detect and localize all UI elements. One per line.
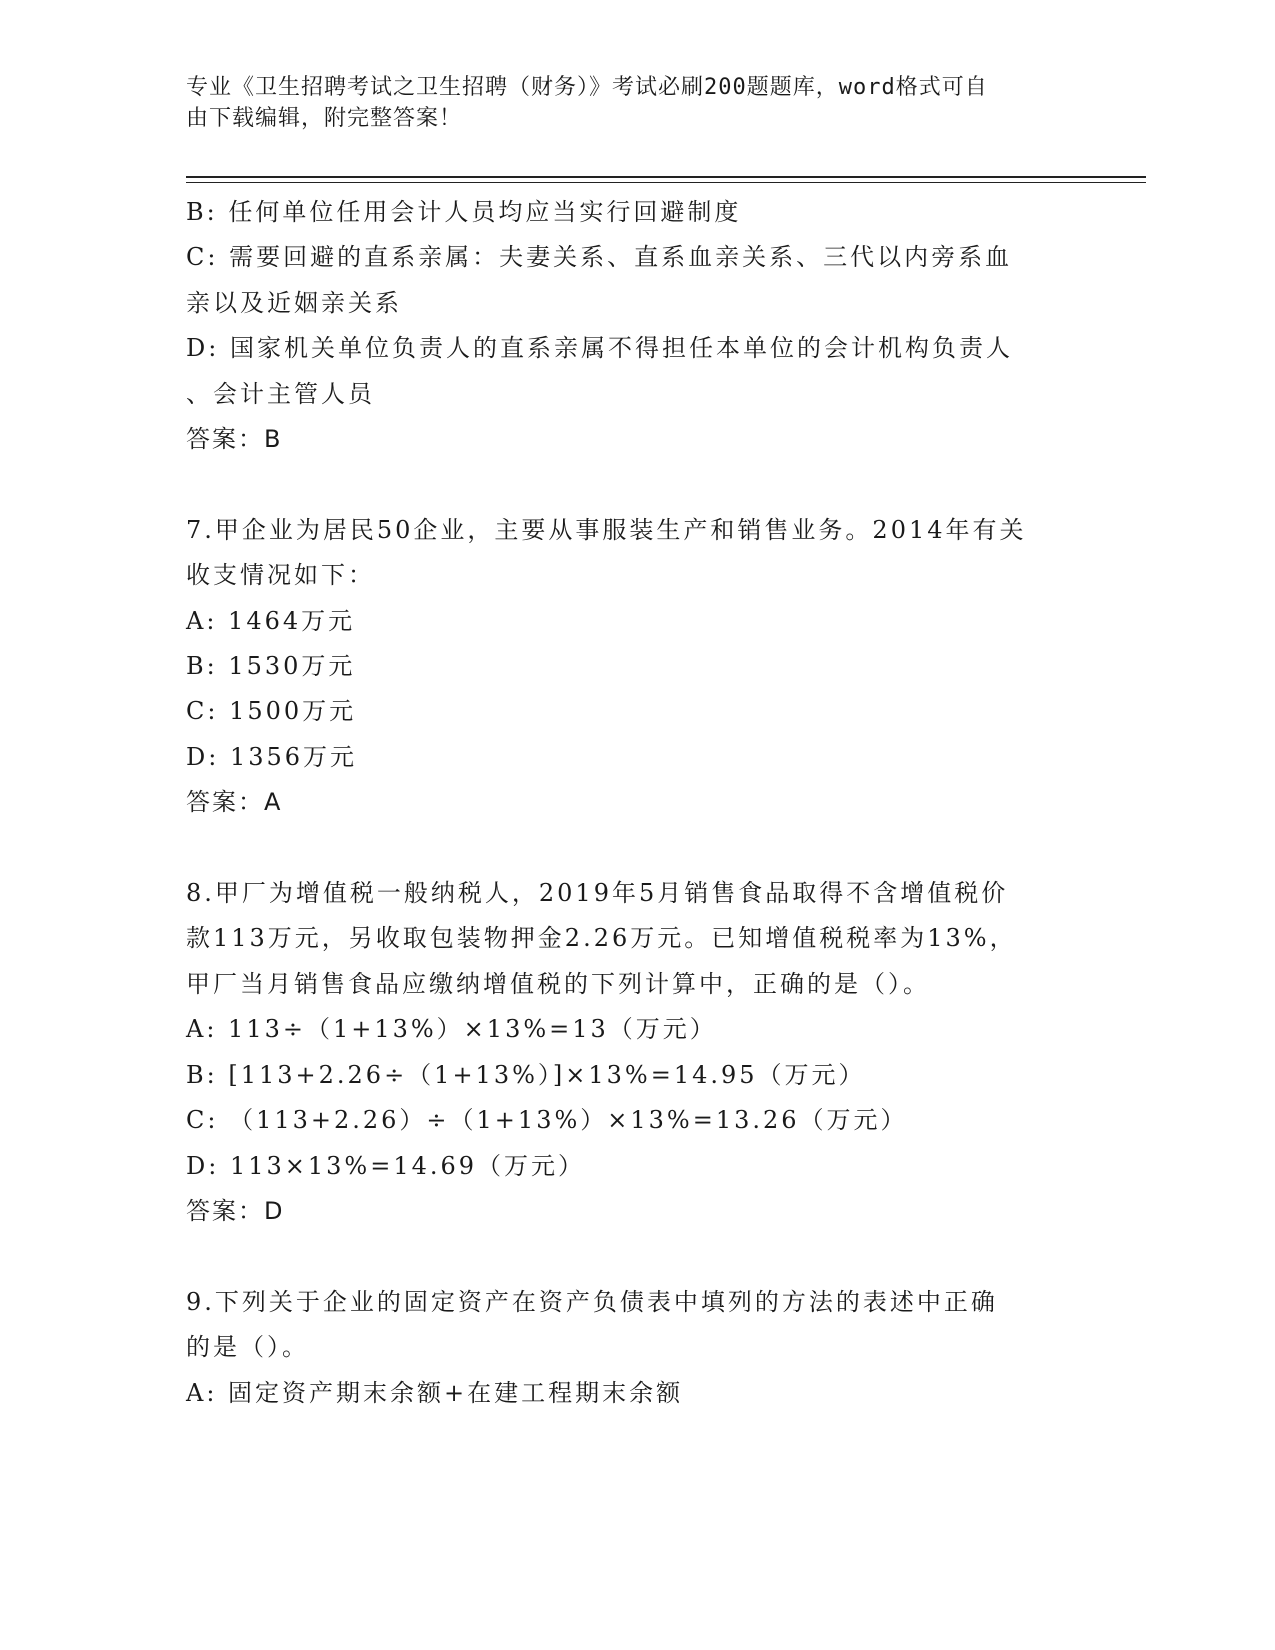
option-c: C: 1500万元 bbox=[186, 697, 357, 726]
option-c-continued: 亲以及近姻亲关系 bbox=[186, 288, 402, 317]
question-8 bbox=[186, 871, 1066, 1234]
question-stem: 8.甲厂为增值税一般纳税人，2019年5月销售食品取得不含增值税价 bbox=[186, 879, 1009, 908]
header-line: 专业《卫生招聘考试之卫生招聘（财务）》考试必刷200题题库，word格式可自 bbox=[186, 75, 988, 100]
option-a: A: 1464万元 bbox=[186, 606, 356, 635]
document-header bbox=[186, 72, 1066, 134]
question-stem: 甲厂当月销售食品应缴纳增值税的下列计算中，正确的是（）。 bbox=[186, 969, 930, 998]
question-9 bbox=[186, 1280, 1066, 1416]
option-a: A: 113÷（1+13%）×13%=13（万元） bbox=[186, 1015, 717, 1044]
header-divider-thick bbox=[186, 176, 1146, 178]
answer: 答案：B bbox=[186, 425, 283, 454]
option-b: B: [113+2.26÷（1+13%）]×13%=14.95（万元） bbox=[186, 1060, 866, 1089]
header-line: 由下载编辑，附完整答案！ bbox=[186, 106, 463, 131]
spacer bbox=[186, 826, 1066, 871]
question-list bbox=[186, 190, 1066, 1416]
question-7 bbox=[186, 508, 1066, 826]
option-c: C: 需要回避的直系亲属：夫妻关系、直系血亲关系、三代以内旁系血 bbox=[186, 243, 1013, 272]
option-b: B: 1530万元 bbox=[186, 652, 356, 681]
question-6-continued bbox=[186, 190, 1066, 462]
option-d: D: 1356万元 bbox=[186, 742, 358, 771]
option-d-continued: 、会计主管人员 bbox=[186, 379, 375, 408]
option-d: D: 113×13%=14.69（万元） bbox=[186, 1151, 586, 1180]
spacer bbox=[186, 1234, 1066, 1279]
header-divider-thin bbox=[186, 182, 1146, 183]
option-a: A: 固定资产期末余额+在建工程期末余额 bbox=[186, 1378, 684, 1407]
option-d: D: 国家机关单位负责人的直系亲属不得担任本单位的会计机构负责人 bbox=[186, 334, 1013, 363]
question-stem: 9.下列关于企业的固定资产在资产负债表中填列的方法的表述中正确 bbox=[186, 1287, 998, 1316]
answer: 答案：D bbox=[186, 1196, 285, 1225]
question-stem: 的是（）。 bbox=[186, 1333, 309, 1362]
spacer bbox=[186, 462, 1066, 507]
question-stem: 7.甲企业为居民50企业，主要从事服装生产和销售业务。2014年有关 bbox=[186, 515, 1027, 544]
option-c: C: （113+2.26）÷（1+13%）×13%=13.26（万元） bbox=[186, 1106, 908, 1135]
answer: 答案：A bbox=[186, 788, 283, 817]
question-stem: 款113万元，另收取包装物押金2.26万元。已知增值税税率为13%， bbox=[186, 924, 1017, 953]
question-stem: 收支情况如下： bbox=[186, 561, 375, 590]
option-b: B: 任何单位任用会计人员均应当实行回避制度 bbox=[186, 198, 742, 226]
